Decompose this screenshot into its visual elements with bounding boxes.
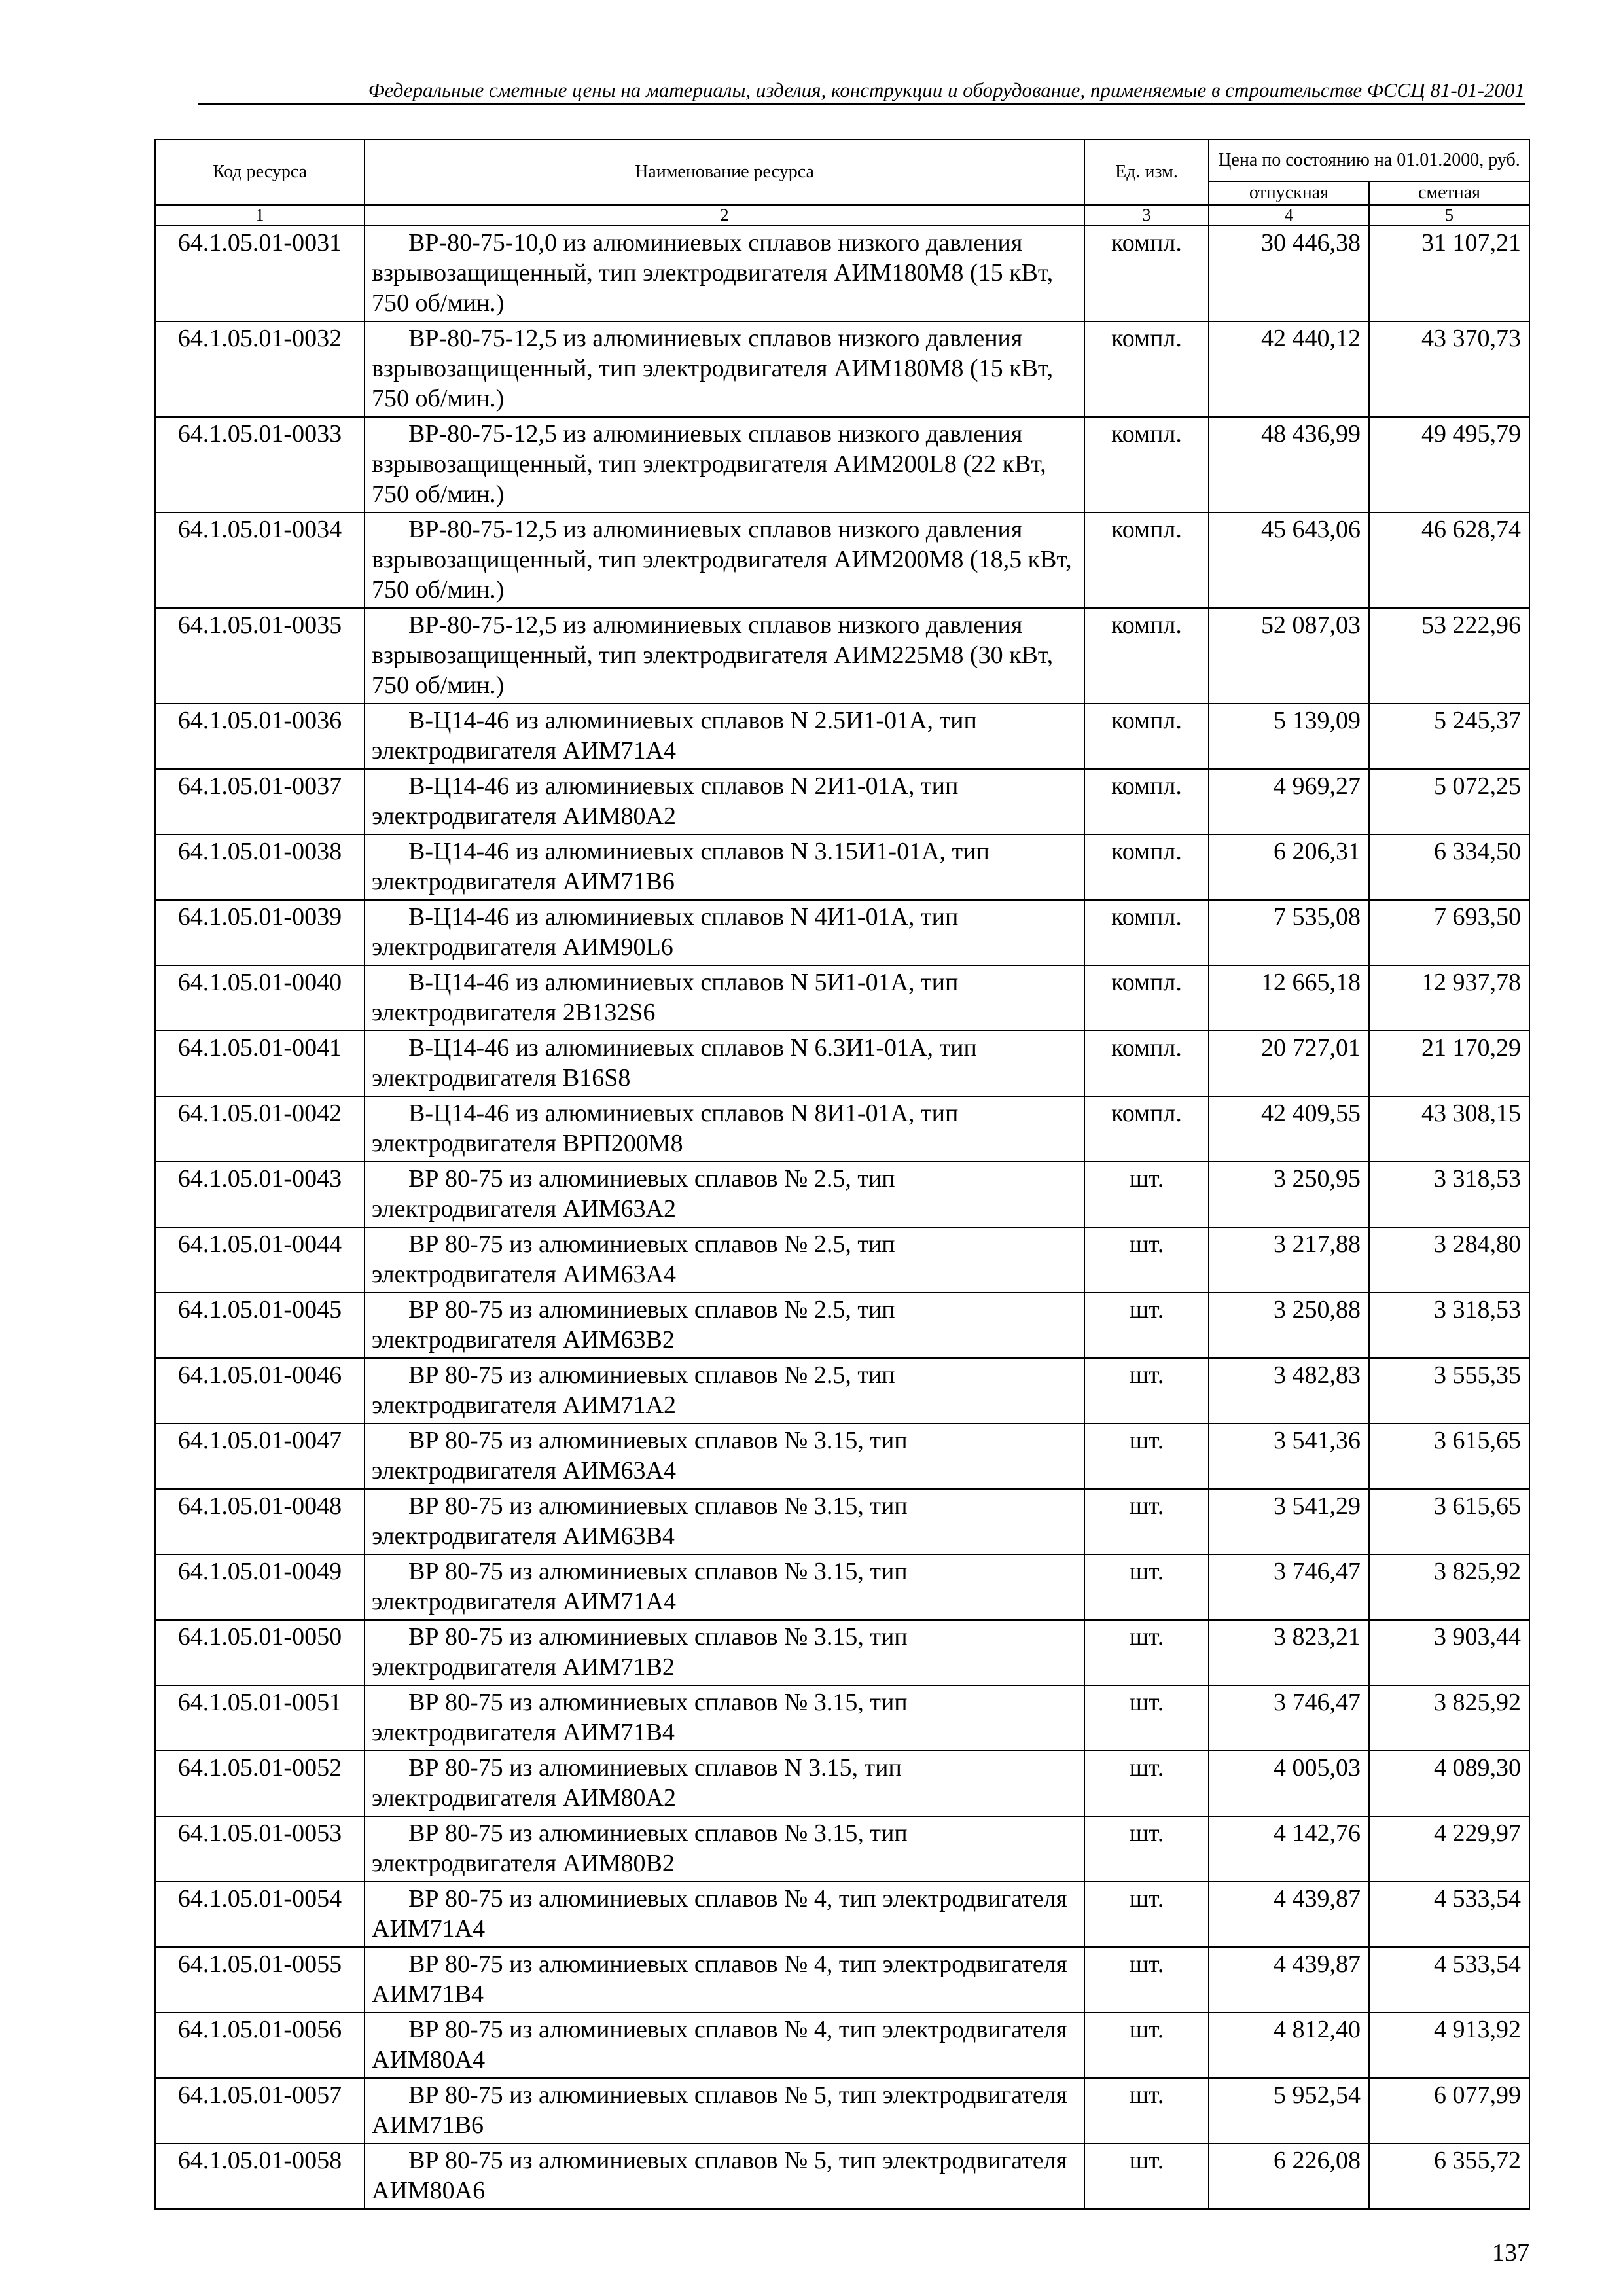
cell-estimate: 49 495,79: [1369, 417, 1529, 512]
table-row: [155, 417, 1529, 512]
cell-code: 64.1.05.01-0051: [155, 1685, 365, 1751]
cell-unit: шт.: [1084, 1293, 1209, 1358]
cell-release: 4 812,40: [1209, 2013, 1369, 2078]
cell-code: 64.1.05.01-0056: [155, 2013, 365, 2078]
cell-release: 3 250,95: [1209, 1162, 1369, 1227]
table-row: [155, 1947, 1529, 2013]
cell-unit: шт.: [1084, 1424, 1209, 1489]
cell-unit: шт.: [1084, 1685, 1209, 1751]
table-row: [155, 608, 1529, 704]
table-row: [155, 1162, 1529, 1227]
cell-release: 4 142,76: [1209, 1816, 1369, 1882]
table-row: [155, 512, 1529, 608]
table-row: [155, 1031, 1529, 1096]
cell-release: 3 217,88: [1209, 1227, 1369, 1293]
col-header-estimate: сметная: [1369, 181, 1529, 205]
table-row: [155, 1227, 1529, 1293]
cell-name: В-Ц14-46 из алюминиевых сплавов N 4И1-01А, тип электродвигателя АИМ90L6: [365, 900, 1084, 965]
price-table: [154, 139, 1530, 2210]
cell-release: 3 250,88: [1209, 1293, 1369, 1358]
table-row: [155, 1751, 1529, 1816]
cell-code: 64.1.05.01-0033: [155, 417, 365, 512]
cell-name: ВР 80-75 из алюминиевых сплавов № 3.15, тип электродвигателя АИМ71В2: [365, 1620, 1084, 1685]
cell-estimate: 4 533,54: [1369, 1947, 1529, 2013]
cell-estimate: 53 222,96: [1369, 608, 1529, 704]
table-row: [155, 2078, 1529, 2144]
cell-estimate: 31 107,21: [1369, 226, 1529, 321]
cell-release: 12 665,18: [1209, 965, 1369, 1031]
column-number: 3: [1084, 205, 1209, 226]
cell-unit: компл.: [1084, 1031, 1209, 1096]
col-header-code: Код ресурса: [155, 139, 365, 205]
cell-unit: компл.: [1084, 834, 1209, 900]
cell-name: В-Ц14-46 из алюминиевых сплавов N 5И1-01А, тип электродвигателя 2В132S6: [365, 965, 1084, 1031]
cell-release: 3 541,29: [1209, 1489, 1369, 1554]
cell-name: ВР 80-75 из алюминиевых сплавов № 2.5, тип электродвигателя АИМ63В2: [365, 1293, 1084, 1358]
cell-code: 64.1.05.01-0053: [155, 1816, 365, 1882]
cell-release: 4 439,87: [1209, 1882, 1369, 1947]
cell-unit: компл.: [1084, 512, 1209, 608]
cell-estimate: 12 937,78: [1369, 965, 1529, 1031]
cell-code: 64.1.05.01-0049: [155, 1554, 365, 1620]
cell-release: 45 643,06: [1209, 512, 1369, 608]
cell-code: 64.1.05.01-0052: [155, 1751, 365, 1816]
cell-code: 64.1.05.01-0058: [155, 2144, 365, 2209]
cell-code: 64.1.05.01-0046: [155, 1358, 365, 1424]
cell-estimate: 7 693,50: [1369, 900, 1529, 965]
page-number: 137: [1492, 2239, 1529, 2267]
cell-unit: шт.: [1084, 1620, 1209, 1685]
cell-unit: шт.: [1084, 2078, 1209, 2144]
cell-name: ВР 80-75 из алюминиевых сплавов № 2.5, тип электродвигателя АИМ63А2: [365, 1162, 1084, 1227]
cell-release: 42 440,12: [1209, 321, 1369, 417]
cell-unit: компл.: [1084, 704, 1209, 769]
cell-code: 64.1.05.01-0043: [155, 1162, 365, 1227]
cell-estimate: 4 229,97: [1369, 1816, 1529, 1882]
cell-name: В-Ц14-46 из алюминиевых сплавов N 2.5И1-01А, тип электродвигателя АИМ71А4: [365, 704, 1084, 769]
cell-release: 3 541,36: [1209, 1424, 1369, 1489]
cell-estimate: 3 555,35: [1369, 1358, 1529, 1424]
cell-name: ВР 80-75 из алюминиевых сплавов № 5, тип электродвигателя АИМ80А6: [365, 2144, 1084, 2209]
cell-code: 64.1.05.01-0044: [155, 1227, 365, 1293]
cell-unit: компл.: [1084, 965, 1209, 1031]
cell-estimate: 3 825,92: [1369, 1685, 1529, 1751]
cell-code: 64.1.05.01-0032: [155, 321, 365, 417]
cell-name: ВР 80-75 из алюминиевых сплавов № 4, тип электродвигателя АИМ71А4: [365, 1882, 1084, 1947]
column-number: 5: [1369, 205, 1529, 226]
table-row: [155, 1620, 1529, 1685]
cell-code: 64.1.05.01-0042: [155, 1096, 365, 1162]
cell-unit: шт.: [1084, 1489, 1209, 1554]
cell-release: 6 206,31: [1209, 834, 1369, 900]
column-number: 1: [155, 205, 365, 226]
cell-release: 4 005,03: [1209, 1751, 1369, 1816]
table-row: [155, 900, 1529, 965]
running-header: Федеральные сметные цены на материалы, изделия, конструкции и оборудование, применяемые в строительстве ФССЦ 81-01-2001: [198, 77, 1525, 105]
table-row: [155, 1685, 1529, 1751]
cell-unit: компл.: [1084, 321, 1209, 417]
cell-release: 30 446,38: [1209, 226, 1369, 321]
cell-code: 64.1.05.01-0045: [155, 1293, 365, 1358]
cell-code: 64.1.05.01-0057: [155, 2078, 365, 2144]
cell-code: 64.1.05.01-0034: [155, 512, 365, 608]
cell-code: 64.1.05.01-0031: [155, 226, 365, 321]
cell-release: 4 439,87: [1209, 1947, 1369, 2013]
cell-estimate: 43 370,73: [1369, 321, 1529, 417]
cell-name: В-Ц14-46 из алюминиевых сплавов N 6.3И1-01А, тип электродвигателя В16S8: [365, 1031, 1084, 1096]
cell-release: 48 436,99: [1209, 417, 1369, 512]
cell-release: 3 746,47: [1209, 1685, 1369, 1751]
cell-estimate: 3 903,44: [1369, 1620, 1529, 1685]
cell-estimate: 6 334,50: [1369, 834, 1529, 900]
cell-estimate: 3 318,53: [1369, 1293, 1529, 1358]
cell-release: 52 087,03: [1209, 608, 1369, 704]
cell-name: ВР 80-75 из алюминиевых сплавов № 3.15, тип электродвигателя АИМ63В4: [365, 1489, 1084, 1554]
cell-unit: шт.: [1084, 1751, 1209, 1816]
cell-unit: шт.: [1084, 2013, 1209, 2078]
cell-name: ВР 80-75 из алюминиевых сплавов № 3.15, тип электродвигателя АИМ80В2: [365, 1816, 1084, 1882]
cell-name: В-Ц14-46 из алюминиевых сплавов N 8И1-01А, тип электродвигателя ВРП200М8: [365, 1096, 1084, 1162]
cell-code: 64.1.05.01-0036: [155, 704, 365, 769]
cell-name: ВР-80-75-12,5 из алюминиевых сплавов низкого давления взрывозащищенный, тип электродвигателя АИМ180М8 (15 кВт, 750 об/мин.): [365, 321, 1084, 417]
cell-name: ВР 80-75 из алюминиевых сплавов № 3.15, тип электродвигателя АИМ71В4: [365, 1685, 1084, 1751]
cell-estimate: 5 072,25: [1369, 769, 1529, 834]
cell-unit: шт.: [1084, 1882, 1209, 1947]
cell-release: 20 727,01: [1209, 1031, 1369, 1096]
cell-code: 64.1.05.01-0040: [155, 965, 365, 1031]
cell-name: ВР 80-75 из алюминиевых сплавов № 2.5, тип электродвигателя АИМ63А4: [365, 1227, 1084, 1293]
cell-unit: компл.: [1084, 769, 1209, 834]
col-header-unit: Ед. изм.: [1084, 139, 1209, 205]
cell-estimate: 6 077,99: [1369, 2078, 1529, 2144]
cell-estimate: 46 628,74: [1369, 512, 1529, 608]
cell-code: 64.1.05.01-0039: [155, 900, 365, 965]
cell-estimate: 5 245,37: [1369, 704, 1529, 769]
cell-release: 5 952,54: [1209, 2078, 1369, 2144]
table-row: [155, 965, 1529, 1031]
table-row: [155, 2144, 1529, 2209]
column-number: 4: [1209, 205, 1369, 226]
cell-name: ВР-80-75-12,5 из алюминиевых сплавов низкого давления взрывозащищенный, тип электродвигателя АИМ200L8 (22 кВт, 750 об/мин.): [365, 417, 1084, 512]
cell-unit: шт.: [1084, 1227, 1209, 1293]
table-row: [155, 1096, 1529, 1162]
table-row: [155, 1554, 1529, 1620]
table-row: [155, 1358, 1529, 1424]
cell-unit: шт.: [1084, 2144, 1209, 2209]
table-body: [155, 226, 1529, 2209]
cell-release: 3 746,47: [1209, 1554, 1369, 1620]
cell-unit: компл.: [1084, 608, 1209, 704]
cell-unit: шт.: [1084, 1947, 1209, 2013]
cell-code: 64.1.05.01-0038: [155, 834, 365, 900]
cell-release: 5 139,09: [1209, 704, 1369, 769]
cell-code: 64.1.05.01-0048: [155, 1489, 365, 1554]
cell-code: 64.1.05.01-0041: [155, 1031, 365, 1096]
cell-estimate: 4 089,30: [1369, 1751, 1529, 1816]
col-header-release: отпускная: [1209, 181, 1369, 205]
cell-unit: шт.: [1084, 1162, 1209, 1227]
cell-name: ВР-80-75-12,5 из алюминиевых сплавов низкого давления взрывозащищенный, тип электродвигателя АИМ200М8 (18,5 кВт, 750 об/мин.): [365, 512, 1084, 608]
cell-name: ВР 80-75 из алюминиевых сплавов № 4, тип электродвигателя АИМ80А4: [365, 2013, 1084, 2078]
cell-unit: компл.: [1084, 900, 1209, 965]
table-row: [155, 2013, 1529, 2078]
cell-release: 3 823,21: [1209, 1620, 1369, 1685]
cell-estimate: 3 615,65: [1369, 1489, 1529, 1554]
table-row: [155, 1882, 1529, 1947]
table-row: [155, 834, 1529, 900]
table-row: [155, 1489, 1529, 1554]
cell-estimate: 3 318,53: [1369, 1162, 1529, 1227]
cell-code: 64.1.05.01-0050: [155, 1620, 365, 1685]
cell-code: 64.1.05.01-0047: [155, 1424, 365, 1489]
cell-release: 3 482,83: [1209, 1358, 1369, 1424]
col-header-price: Цена по состоянию на 01.01.2000, руб.: [1209, 139, 1529, 181]
table-row: [155, 1293, 1529, 1358]
cell-code: 64.1.05.01-0037: [155, 769, 365, 834]
table-row: [155, 769, 1529, 834]
cell-name: ВР 80-75 из алюминиевых сплавов № 3.15, тип электродвигателя АИМ71А4: [365, 1554, 1084, 1620]
cell-name: ВР-80-75-12,5 из алюминиевых сплавов низкого давления взрывозащищенный, тип электродвигателя АИМ225М8 (30 кВт, 750 об/мин.): [365, 608, 1084, 704]
cell-estimate: 4 533,54: [1369, 1882, 1529, 1947]
cell-estimate: 3 284,80: [1369, 1227, 1529, 1293]
cell-estimate: 6 355,72: [1369, 2144, 1529, 2209]
column-number: 2: [365, 205, 1084, 226]
cell-name: ВР 80-75 из алюминиевых сплавов № 5, тип электродвигателя АИМ71В6: [365, 2078, 1084, 2144]
cell-unit: компл.: [1084, 417, 1209, 512]
cell-estimate: 3 825,92: [1369, 1554, 1529, 1620]
cell-name: В-Ц14-46 из алюминиевых сплавов N 3.15И1-01А, тип электродвигателя АИМ71В6: [365, 834, 1084, 900]
cell-name: ВР-80-75-10,0 из алюминиевых сплавов низкого давления взрывозащищенный, тип электродвигателя АИМ180М8 (15 кВт, 750 об/мин.): [365, 226, 1084, 321]
table-row: [155, 226, 1529, 321]
cell-name: В-Ц14-46 из алюминиевых сплавов N 2И1-01А, тип электродвигателя АИМ80А2: [365, 769, 1084, 834]
cell-estimate: 4 913,92: [1369, 2013, 1529, 2078]
cell-release: 4 969,27: [1209, 769, 1369, 834]
cell-unit: компл.: [1084, 226, 1209, 321]
cell-name: ВР 80-75 из алюминиевых сплавов № 2.5, тип электродвигателя АИМ71А2: [365, 1358, 1084, 1424]
table-row: [155, 704, 1529, 769]
cell-code: 64.1.05.01-0054: [155, 1882, 365, 1947]
cell-estimate: 3 615,65: [1369, 1424, 1529, 1489]
cell-release: 42 409,55: [1209, 1096, 1369, 1162]
cell-unit: компл.: [1084, 1096, 1209, 1162]
cell-name: ВР 80-75 из алюминиевых сплавов N 3.15, тип электродвигателя АИМ80А2: [365, 1751, 1084, 1816]
table-row: [155, 1424, 1529, 1489]
cell-unit: шт.: [1084, 1816, 1209, 1882]
cell-code: 64.1.05.01-0035: [155, 608, 365, 704]
cell-estimate: 43 308,15: [1369, 1096, 1529, 1162]
col-header-name: Наименование ресурса: [365, 139, 1084, 205]
cell-release: 7 535,08: [1209, 900, 1369, 965]
cell-code: 64.1.05.01-0055: [155, 1947, 365, 2013]
table-row: [155, 1816, 1529, 1882]
cell-name: ВР 80-75 из алюминиевых сплавов № 3.15, тип электродвигателя АИМ63А4: [365, 1424, 1084, 1489]
cell-unit: шт.: [1084, 1358, 1209, 1424]
cell-release: 6 226,08: [1209, 2144, 1369, 2209]
cell-unit: шт.: [1084, 1554, 1209, 1620]
table-row: [155, 321, 1529, 417]
cell-name: ВР 80-75 из алюминиевых сплавов № 4, тип электродвигателя АИМ71В4: [365, 1947, 1084, 2013]
cell-estimate: 21 170,29: [1369, 1031, 1529, 1096]
